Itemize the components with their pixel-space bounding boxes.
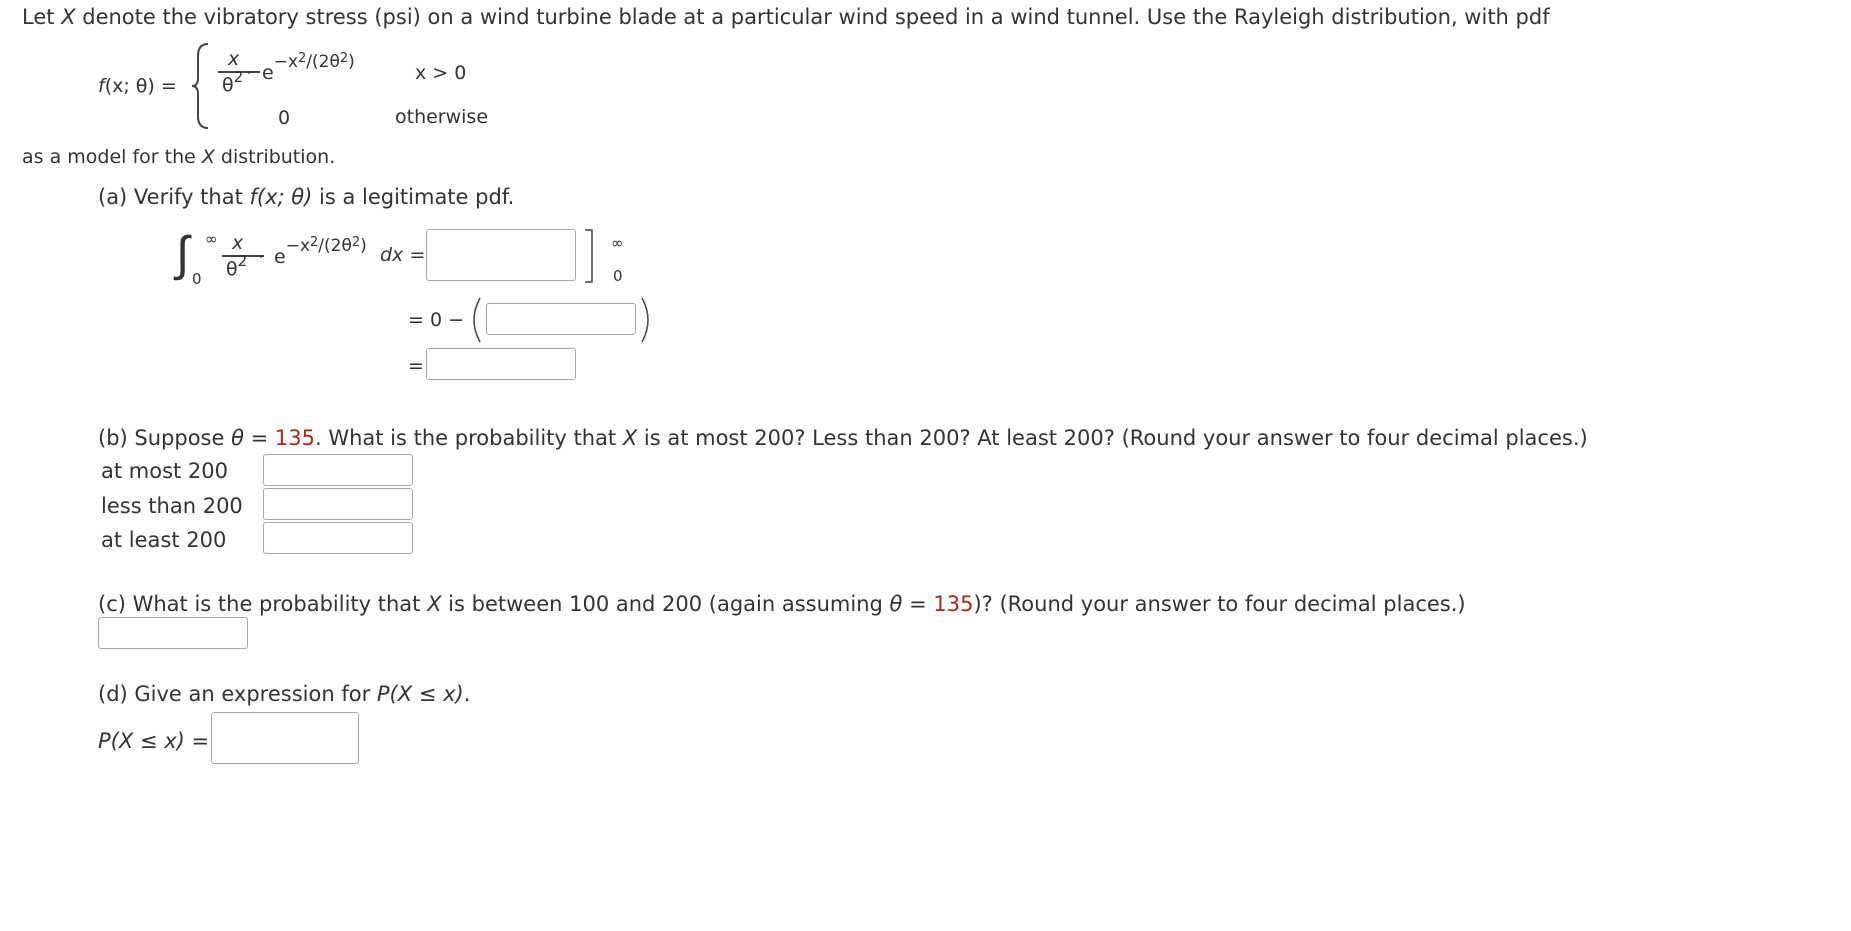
integrand-denominator: $\theta^2$ bbox=[226, 252, 248, 280]
integrand-exponential: $e-x^2/(2\theta^2)$ bbox=[274, 235, 367, 268]
integrand-numerator: x bbox=[232, 232, 244, 254]
pdf-frac-numerator: x bbox=[228, 48, 240, 70]
integral-result-input[interactable] bbox=[426, 348, 576, 380]
eval-lower-limit: 0 bbox=[613, 267, 623, 285]
at-most-input[interactable] bbox=[263, 454, 413, 486]
part-c-prompt: (c) What is the probability that X is between 100 and 200 (again assuming θ = 135)? (Round your answer to four decimal places.) bbox=[98, 592, 1466, 616]
between-input[interactable] bbox=[98, 617, 248, 649]
left-paren-icon bbox=[466, 296, 482, 344]
intro-text: Let X denote the vibratory stress (psi) on a wind turbine blade at a particular wind speed in a wind tunnel. Use the Rayleigh distribution, with pdf bbox=[22, 5, 1550, 29]
part-b-prompt: (b) Suppose θ = 135. What is the probability that X is at most 200? Less than 200? At least 200? (Round your answer to four decimal places.) bbox=[98, 426, 1588, 450]
less-than-input[interactable] bbox=[263, 488, 413, 520]
value-at-zero-input[interactable] bbox=[486, 303, 636, 335]
part-d-prompt: (d) Give an expression for P(X ≤ x). bbox=[98, 682, 471, 706]
model-text: as a model for the X distribution. bbox=[22, 146, 336, 168]
integrand-dot: · bbox=[258, 246, 265, 268]
integral-upper-limit: ∞ bbox=[205, 230, 218, 248]
at-least-input[interactable] bbox=[263, 522, 413, 554]
antiderivative-input[interactable] bbox=[426, 229, 576, 281]
integral-dx: dx = bbox=[380, 244, 426, 266]
cdf-label: P(X ≤ x) = bbox=[98, 729, 210, 753]
cdf-expression-input[interactable] bbox=[211, 712, 359, 764]
at-most-label: at most 200 bbox=[101, 459, 229, 483]
right-paren-icon bbox=[640, 296, 656, 344]
pdf-case1-condition: x > 0 bbox=[415, 62, 467, 84]
evaluation-bracket-icon bbox=[584, 229, 594, 283]
integral-sign: ∫ bbox=[176, 226, 190, 282]
pdf-lhs: f(x; θ) = bbox=[98, 75, 177, 97]
line2-prefix: = 0 − bbox=[408, 309, 465, 331]
line3-equals: = bbox=[408, 355, 424, 377]
part-a-prompt: (a) Verify that f(x; θ) is a legitimate pdf. bbox=[98, 185, 515, 209]
pdf-exponential: $e-x^2/(2\theta^2)$ bbox=[262, 51, 355, 84]
theta-value-c: 135 bbox=[933, 592, 974, 616]
left-brace-icon bbox=[190, 42, 212, 130]
pdf-case2-condition: otherwise bbox=[395, 106, 489, 128]
pdf-dot: · bbox=[246, 62, 253, 84]
theta-value: 135 bbox=[274, 426, 315, 450]
less-than-label: less than 200 bbox=[101, 494, 243, 518]
pdf-case2-value: 0 bbox=[278, 107, 291, 129]
integral-lower-limit: 0 bbox=[192, 270, 202, 288]
at-least-label: at least 200 bbox=[101, 528, 227, 552]
pdf-frac-denominator: $\theta^2$ bbox=[222, 68, 244, 96]
eval-upper-limit: ∞ bbox=[611, 234, 624, 252]
